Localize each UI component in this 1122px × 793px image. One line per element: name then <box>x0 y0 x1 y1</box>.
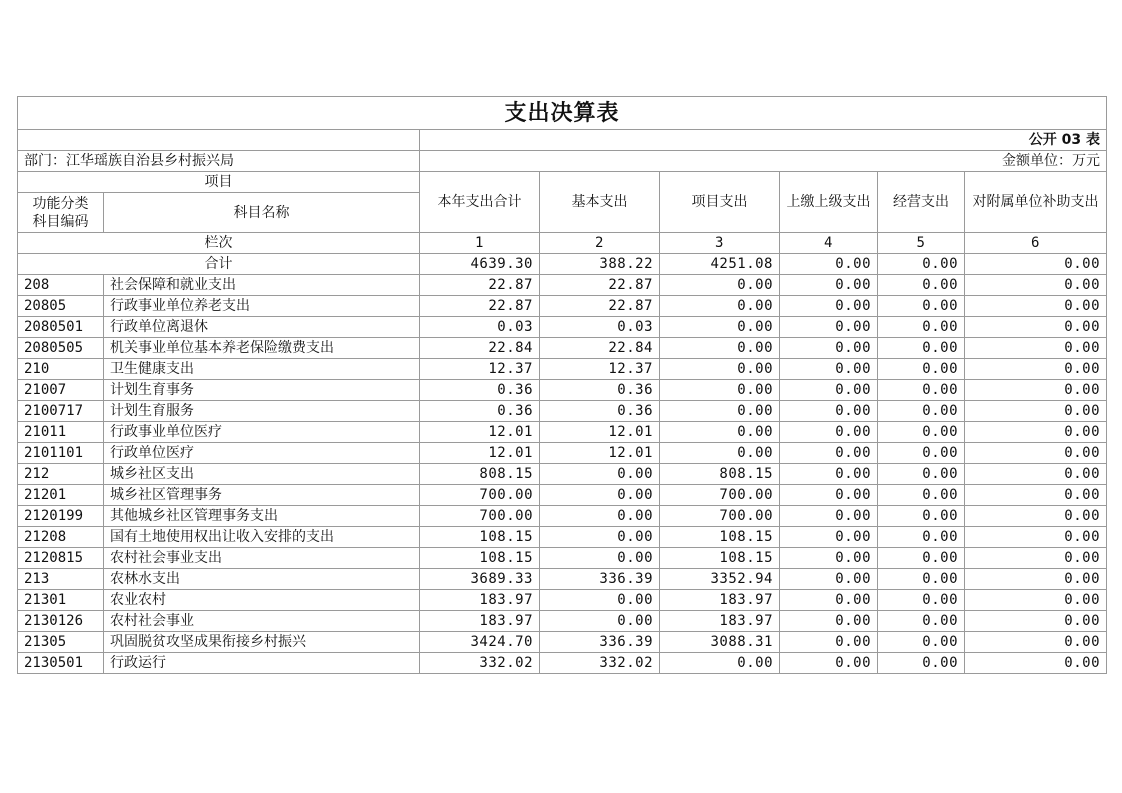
row-business: 0.00 <box>878 506 965 527</box>
table-row <box>18 590 1107 611</box>
row-basic: 22.87 <box>540 296 660 317</box>
row-subject-name: 行政单位离退休 <box>104 317 420 338</box>
row-subsidy: 0.00 <box>965 401 1107 422</box>
row-upper: 0.00 <box>780 590 878 611</box>
row-code: 2080501 <box>18 317 104 338</box>
row-subsidy: 0.00 <box>965 464 1107 485</box>
row-project: 700.00 <box>660 485 780 506</box>
row-subsidy: 0.00 <box>965 338 1107 359</box>
row-project: 183.97 <box>660 590 780 611</box>
row-subsidy: 0.00 <box>965 590 1107 611</box>
row-subsidy: 0.00 <box>965 422 1107 443</box>
row-code: 21201 <box>18 485 104 506</box>
table-title: 支出决算表 <box>18 97 1107 130</box>
row-business: 0.00 <box>878 338 965 359</box>
expenditure-statement-sheet <box>17 96 1106 674</box>
row-total: 0.03 <box>420 317 540 338</box>
sum-label: 合计 <box>18 254 420 275</box>
row-subject-name: 行政运行 <box>104 653 420 674</box>
row-subsidy: 0.00 <box>965 527 1107 548</box>
row-project: 808.15 <box>660 464 780 485</box>
row-basic: 0.00 <box>540 548 660 569</box>
row-subsidy: 0.00 <box>965 359 1107 380</box>
row-business: 0.00 <box>878 527 965 548</box>
row-total: 3689.33 <box>420 569 540 590</box>
row-subject-name: 国有土地使用权出让收入安排的支出 <box>104 527 420 548</box>
row-subject-name: 卫生健康支出 <box>104 359 420 380</box>
row-upper: 0.00 <box>780 275 878 296</box>
row-basic: 0.00 <box>540 527 660 548</box>
row-code: 213 <box>18 569 104 590</box>
row-basic: 0.00 <box>540 464 660 485</box>
row-upper: 0.00 <box>780 569 878 590</box>
row-subsidy: 0.00 <box>965 569 1107 590</box>
header-business: 经营支出 <box>878 172 965 233</box>
row-code: 21208 <box>18 527 104 548</box>
row-upper: 0.00 <box>780 485 878 506</box>
row-upper: 0.00 <box>780 359 878 380</box>
row-subject-name: 农业农村 <box>104 590 420 611</box>
row-total: 22.87 <box>420 275 540 296</box>
row-basic: 336.39 <box>540 569 660 590</box>
row-upper: 0.00 <box>780 464 878 485</box>
table-row <box>18 569 1107 590</box>
row-business: 0.00 <box>878 632 965 653</box>
table-row <box>18 548 1107 569</box>
row-subsidy: 0.00 <box>965 632 1107 653</box>
row-upper: 0.00 <box>780 422 878 443</box>
row-total: 108.15 <box>420 527 540 548</box>
row-subject-name: 城乡社区支出 <box>104 464 420 485</box>
row-subsidy: 0.00 <box>965 443 1107 464</box>
row-project: 0.00 <box>660 422 780 443</box>
row-project: 0.00 <box>660 275 780 296</box>
row-code: 2120199 <box>18 506 104 527</box>
table-row <box>18 653 1107 674</box>
row-project: 0.00 <box>660 317 780 338</box>
table-row <box>18 359 1107 380</box>
row-project: 183.97 <box>660 611 780 632</box>
row-code: 21301 <box>18 590 104 611</box>
table-row <box>18 401 1107 422</box>
row-code: 2130126 <box>18 611 104 632</box>
row-subject-name: 巩固脱贫攻坚成果衔接乡村振兴 <box>104 632 420 653</box>
row-subject-name: 社会保障和就业支出 <box>104 275 420 296</box>
row-code: 212 <box>18 464 104 485</box>
row-subsidy: 0.00 <box>965 296 1107 317</box>
row-project: 700.00 <box>660 506 780 527</box>
row-subsidy: 0.00 <box>965 485 1107 506</box>
row-upper: 0.00 <box>780 506 878 527</box>
row-project: 108.15 <box>660 527 780 548</box>
row-basic: 0.00 <box>540 611 660 632</box>
row-business: 0.00 <box>878 401 965 422</box>
row-total: 183.97 <box>420 611 540 632</box>
row-code: 2101101 <box>18 443 104 464</box>
row-subject-name: 其他城乡社区管理事务支出 <box>104 506 420 527</box>
table-row <box>18 464 1107 485</box>
row-subsidy: 0.00 <box>965 611 1107 632</box>
row-total: 183.97 <box>420 590 540 611</box>
row-upper: 0.00 <box>780 527 878 548</box>
row-code: 20805 <box>18 296 104 317</box>
row-subject-name: 农村社会事业支出 <box>104 548 420 569</box>
sum-total: 4639.30 <box>420 254 540 275</box>
row-subject-name: 行政事业单位养老支出 <box>104 296 420 317</box>
row-upper: 0.00 <box>780 317 878 338</box>
row-subject-name: 农林水支出 <box>104 569 420 590</box>
row-basic: 0.03 <box>540 317 660 338</box>
row-project: 0.00 <box>660 338 780 359</box>
row-subsidy: 0.00 <box>965 653 1107 674</box>
table-row <box>18 338 1107 359</box>
table-row <box>18 275 1107 296</box>
row-code: 21007 <box>18 380 104 401</box>
row-business: 0.00 <box>878 359 965 380</box>
header-item: 项目 <box>18 172 420 193</box>
row-upper: 0.00 <box>780 338 878 359</box>
blank-cell <box>18 130 420 151</box>
row-business: 0.00 <box>878 569 965 590</box>
row-project: 0.00 <box>660 443 780 464</box>
sum-upper: 0.00 <box>780 254 878 275</box>
header-subsidy: 对附属单位补助支出 <box>965 172 1107 233</box>
sum-business: 0.00 <box>878 254 965 275</box>
row-total: 0.36 <box>420 401 540 422</box>
row-total: 808.15 <box>420 464 540 485</box>
row-basic: 0.00 <box>540 485 660 506</box>
row-project: 0.00 <box>660 380 780 401</box>
row-code: 2120815 <box>18 548 104 569</box>
row-upper: 0.00 <box>780 443 878 464</box>
row-project: 3088.31 <box>660 632 780 653</box>
row-business: 0.00 <box>878 380 965 401</box>
row-total: 108.15 <box>420 548 540 569</box>
sum-row <box>18 254 1107 275</box>
row-basic: 336.39 <box>540 632 660 653</box>
department-label: 部门：江华瑶族自治县乡村振兴局 <box>18 151 420 172</box>
header-project: 项目支出 <box>660 172 780 233</box>
row-subsidy: 0.00 <box>965 506 1107 527</box>
row-project: 0.00 <box>660 359 780 380</box>
column-index-2: 2 <box>540 233 660 254</box>
table-row <box>18 506 1107 527</box>
row-basic: 12.01 <box>540 443 660 464</box>
row-code: 210 <box>18 359 104 380</box>
row-business: 0.00 <box>878 611 965 632</box>
row-project: 0.00 <box>660 653 780 674</box>
row-basic: 0.36 <box>540 401 660 422</box>
row-basic: 332.02 <box>540 653 660 674</box>
header-subject-name: 科目名称 <box>104 193 420 233</box>
row-basic: 0.00 <box>540 590 660 611</box>
column-index-1: 1 <box>420 233 540 254</box>
row-total: 12.37 <box>420 359 540 380</box>
header-func-code: 功能分类 科目编码 <box>18 193 104 233</box>
column-index-6: 6 <box>965 233 1107 254</box>
row-total: 332.02 <box>420 653 540 674</box>
row-project: 108.15 <box>660 548 780 569</box>
row-subject-name: 机关事业单位基本养老保险缴费支出 <box>104 338 420 359</box>
row-total: 700.00 <box>420 506 540 527</box>
row-total: 3424.70 <box>420 632 540 653</box>
column-index-4: 4 <box>780 233 878 254</box>
row-total: 22.84 <box>420 338 540 359</box>
row-upper: 0.00 <box>780 380 878 401</box>
row-code: 208 <box>18 275 104 296</box>
header-upper: 上缴上级支出 <box>780 172 878 233</box>
row-business: 0.00 <box>878 422 965 443</box>
header-basic: 基本支出 <box>540 172 660 233</box>
table-row <box>18 611 1107 632</box>
row-subject-name: 城乡社区管理事务 <box>104 485 420 506</box>
table-row <box>18 527 1107 548</box>
row-basic: 12.37 <box>540 359 660 380</box>
row-business: 0.00 <box>878 317 965 338</box>
column-index-label: 栏次 <box>18 233 420 254</box>
row-total: 12.01 <box>420 443 540 464</box>
column-index-5: 5 <box>878 233 965 254</box>
table-row <box>18 422 1107 443</box>
row-project: 0.00 <box>660 401 780 422</box>
row-business: 0.00 <box>878 275 965 296</box>
sum-subsidy: 0.00 <box>965 254 1107 275</box>
row-upper: 0.00 <box>780 632 878 653</box>
table-row <box>18 632 1107 653</box>
row-business: 0.00 <box>878 296 965 317</box>
row-subject-name: 行政事业单位医疗 <box>104 422 420 443</box>
table-row <box>18 317 1107 338</box>
row-subject-name: 计划生育事务 <box>104 380 420 401</box>
row-upper: 0.00 <box>780 296 878 317</box>
table-row <box>18 380 1107 401</box>
column-index-3: 3 <box>660 233 780 254</box>
row-code: 2080505 <box>18 338 104 359</box>
amount-unit-label: 金额单位：万元 <box>420 151 1107 172</box>
sum-basic: 388.22 <box>540 254 660 275</box>
row-total: 22.87 <box>420 296 540 317</box>
sum-project: 4251.08 <box>660 254 780 275</box>
row-subject-name: 农村社会事业 <box>104 611 420 632</box>
row-upper: 0.00 <box>780 548 878 569</box>
row-business: 0.00 <box>878 485 965 506</box>
row-project: 3352.94 <box>660 569 780 590</box>
row-business: 0.00 <box>878 464 965 485</box>
row-code: 21011 <box>18 422 104 443</box>
row-total: 12.01 <box>420 422 540 443</box>
row-basic: 12.01 <box>540 422 660 443</box>
row-project: 0.00 <box>660 296 780 317</box>
row-subject-name: 行政单位医疗 <box>104 443 420 464</box>
row-subsidy: 0.00 <box>965 317 1107 338</box>
table-row <box>18 443 1107 464</box>
row-upper: 0.00 <box>780 611 878 632</box>
row-total: 0.36 <box>420 380 540 401</box>
row-basic: 0.00 <box>540 506 660 527</box>
table-row <box>18 296 1107 317</box>
row-basic: 22.84 <box>540 338 660 359</box>
row-code: 2130501 <box>18 653 104 674</box>
row-basic: 22.87 <box>540 275 660 296</box>
table-row <box>18 485 1107 506</box>
row-subsidy: 0.00 <box>965 548 1107 569</box>
form-number: 公开 03 表 <box>420 130 1107 151</box>
row-upper: 0.00 <box>780 401 878 422</box>
row-subsidy: 0.00 <box>965 380 1107 401</box>
row-business: 0.00 <box>878 548 965 569</box>
row-business: 0.00 <box>878 590 965 611</box>
row-total: 700.00 <box>420 485 540 506</box>
row-subject-name: 计划生育服务 <box>104 401 420 422</box>
row-code: 21305 <box>18 632 104 653</box>
row-business: 0.00 <box>878 653 965 674</box>
row-upper: 0.00 <box>780 653 878 674</box>
row-code: 2100717 <box>18 401 104 422</box>
row-business: 0.00 <box>878 443 965 464</box>
header-total: 本年支出合计 <box>420 172 540 233</box>
row-basic: 0.36 <box>540 380 660 401</box>
expenditure-table <box>17 96 1107 674</box>
row-subsidy: 0.00 <box>965 275 1107 296</box>
